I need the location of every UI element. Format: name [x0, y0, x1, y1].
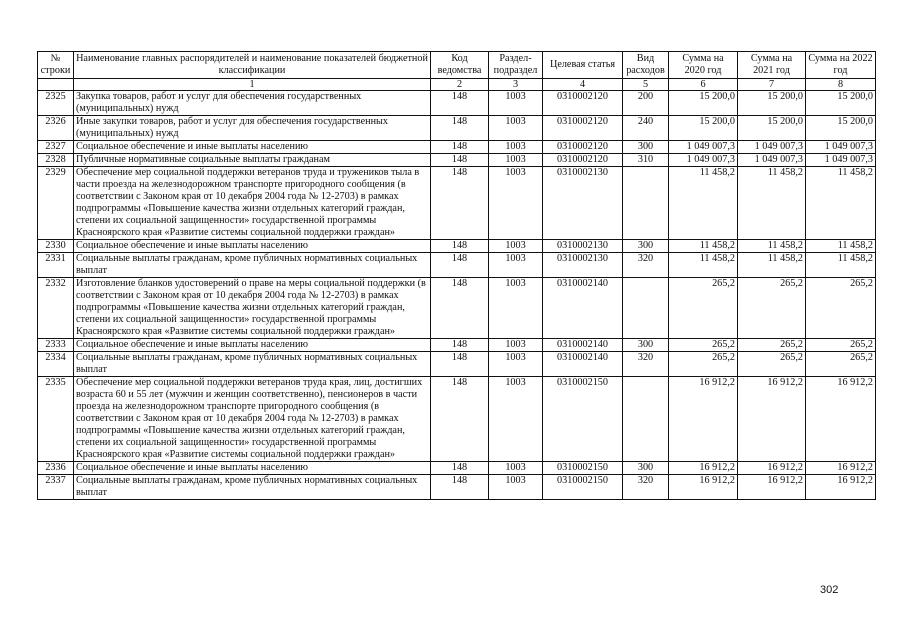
table-row: [38, 278, 876, 339]
row-dept-code: 148: [431, 167, 489, 240]
row-expense-code: [623, 278, 669, 339]
row-sum-2021: 16 912,2: [738, 377, 806, 462]
row-target-code: 0310002140: [543, 352, 623, 377]
row-sum-2022: 16 912,2: [806, 475, 876, 500]
row-name: Изготовление бланков удостоверений о праве на меры социальной поддержки (в соответствии с Законом края от 10 декабря 2004 года № 12-2703) в рамках подпрограммы «Повышение качества жизни отдельных категорий граждан, степени их социальной защищенности» государственной программы Красноярского края «Развитие системы социальной поддержки граждан»: [74, 278, 431, 339]
row-expense-code: 200: [623, 91, 669, 116]
table-row: [38, 141, 876, 154]
row-name: Социальные выплаты гражданам, кроме публичных нормативных социальных выплат: [74, 253, 431, 278]
row-section-code: 1003: [489, 339, 543, 352]
header-row: [38, 52, 876, 79]
row-number: 2337: [38, 475, 74, 500]
column-number: 6: [669, 79, 738, 91]
row-target-code: 0310002140: [543, 339, 623, 352]
row-number: 2333: [38, 339, 74, 352]
row-number: 2327: [38, 141, 74, 154]
row-sum-2020: 265,2: [669, 352, 738, 377]
row-number: 2331: [38, 253, 74, 278]
table-row: [38, 240, 876, 253]
row-target-code: 0310002150: [543, 377, 623, 462]
row-dept-code: 148: [431, 462, 489, 475]
row-dept-code: 148: [431, 339, 489, 352]
row-dept-code: 148: [431, 91, 489, 116]
row-sum-2020: 16 912,2: [669, 462, 738, 475]
row-name: Обеспечение мер социальной поддержки ветеранов труда края, лиц, достигших возраста 60 и 55 лет (мужчин и женщин соответственно), пенсионеров в части проезда на железнодорожном транспорте пригородного сообщения (в соответствии с Законом края от 10 декабря 2004 года № 12-2703) в рамках подпрограммы «Повышение качества жизни отдельных категорий граждан, степени их социальной защищенности» государственной программы Красноярского края «Развитие системы социальной поддержки граждан»: [74, 377, 431, 462]
row-expense-code: 320: [623, 475, 669, 500]
column-number: 1: [74, 79, 431, 91]
row-name: Социальное обеспечение и иные выплаты населению: [74, 339, 431, 352]
header-row-no: № строки: [38, 52, 74, 79]
row-section-code: 1003: [489, 91, 543, 116]
row-sum-2021: 16 912,2: [738, 462, 806, 475]
row-sum-2020: 265,2: [669, 278, 738, 339]
row-dept-code: 148: [431, 377, 489, 462]
row-expense-code: 240: [623, 116, 669, 141]
row-sum-2022: 16 912,2: [806, 377, 876, 462]
row-section-code: 1003: [489, 167, 543, 240]
row-number: 2325: [38, 91, 74, 116]
row-dept-code: 148: [431, 116, 489, 141]
column-number: [38, 79, 74, 91]
row-sum-2022: 1 049 007,3: [806, 141, 876, 154]
row-sum-2021: 265,2: [738, 352, 806, 377]
column-number: 4: [543, 79, 623, 91]
row-target-code: 0310002130: [543, 240, 623, 253]
row-sum-2022: 15 200,0: [806, 116, 876, 141]
row-number: 2336: [38, 462, 74, 475]
row-target-code: 0310002120: [543, 91, 623, 116]
row-sum-2022: 1 049 007,3: [806, 154, 876, 167]
row-expense-code: 310: [623, 154, 669, 167]
column-number: 3: [489, 79, 543, 91]
row-sum-2021: 11 458,2: [738, 240, 806, 253]
row-sum-2020: 1 049 007,3: [669, 141, 738, 154]
row-section-code: 1003: [489, 352, 543, 377]
row-sum-2020: 265,2: [669, 339, 738, 352]
table-row: [38, 462, 876, 475]
column-number: 7: [738, 79, 806, 91]
row-number: 2328: [38, 154, 74, 167]
row-dept-code: 148: [431, 475, 489, 500]
row-sum-2021: 15 200,0: [738, 91, 806, 116]
header-expense: Вид расходов: [623, 52, 669, 79]
column-number-row: [38, 79, 876, 91]
row-target-code: 0310002120: [543, 154, 623, 167]
header-name: Наименование главных распорядителей и наименование показателей бюджетной классификации: [74, 52, 431, 79]
header-dept: Код ведомства: [431, 52, 489, 79]
row-name: Социальные выплаты гражданам, кроме публичных нормативных социальных выплат: [74, 352, 431, 377]
row-target-code: 0310002150: [543, 462, 623, 475]
row-sum-2021: 15 200,0: [738, 116, 806, 141]
row-expense-code: 320: [623, 253, 669, 278]
row-expense-code: 300: [623, 240, 669, 253]
row-sum-2022: 265,2: [806, 339, 876, 352]
row-expense-code: [623, 167, 669, 240]
header-sum-2022: Сумма на 2022 год: [806, 52, 876, 79]
row-number: 2326: [38, 116, 74, 141]
row-dept-code: 148: [431, 141, 489, 154]
row-expense-code: 300: [623, 462, 669, 475]
table-row: [38, 352, 876, 377]
row-target-code: 0310002130: [543, 167, 623, 240]
row-sum-2020: 16 912,2: [669, 475, 738, 500]
row-sum-2021: 11 458,2: [738, 253, 806, 278]
row-target-code: 0310002140: [543, 278, 623, 339]
row-number: 2335: [38, 377, 74, 462]
row-number: 2334: [38, 352, 74, 377]
row-sum-2020: 11 458,2: [669, 253, 738, 278]
row-dept-code: 148: [431, 352, 489, 377]
row-section-code: 1003: [489, 240, 543, 253]
row-expense-code: [623, 377, 669, 462]
row-number: 2329: [38, 167, 74, 240]
row-name: Закупка товаров, работ и услуг для обеспечения государственных (муниципальных) нужд: [74, 91, 431, 116]
row-name: Социальное обеспечение и иные выплаты населению: [74, 240, 431, 253]
row-target-code: 0310002120: [543, 141, 623, 154]
row-section-code: 1003: [489, 253, 543, 278]
row-dept-code: 148: [431, 278, 489, 339]
row-name: Иные закупки товаров, работ и услуг для обеспечения государственных (муниципальных) нужд: [74, 116, 431, 141]
row-section-code: 1003: [489, 154, 543, 167]
row-sum-2020: 11 458,2: [669, 240, 738, 253]
header-sum-2021: Сумма на 2021 год: [738, 52, 806, 79]
row-sum-2021: 1 049 007,3: [738, 154, 806, 167]
column-number: 2: [431, 79, 489, 91]
table-row: [38, 116, 876, 141]
row-expense-code: 300: [623, 141, 669, 154]
header-sum-2020: Сумма на 2020 год: [669, 52, 738, 79]
row-sum-2022: 11 458,2: [806, 167, 876, 240]
header-section: Раздел-подраздел: [489, 52, 543, 79]
row-number: 2330: [38, 240, 74, 253]
table-row: [38, 167, 876, 240]
row-sum-2021: 265,2: [738, 339, 806, 352]
row-section-code: 1003: [489, 141, 543, 154]
header-target: Целевая статья: [543, 52, 623, 79]
row-expense-code: 300: [623, 339, 669, 352]
row-sum-2022: 11 458,2: [806, 240, 876, 253]
row-name: Публичные нормативные социальные выплаты гражданам: [74, 154, 431, 167]
row-sum-2020: 16 912,2: [669, 377, 738, 462]
row-expense-code: 320: [623, 352, 669, 377]
row-sum-2020: 15 200,0: [669, 116, 738, 141]
table-row: [38, 339, 876, 352]
row-target-code: 0310002120: [543, 116, 623, 141]
row-sum-2022: 11 458,2: [806, 253, 876, 278]
table-row: [38, 253, 876, 278]
row-name: Социальные выплаты гражданам, кроме публичных нормативных социальных выплат: [74, 475, 431, 500]
row-sum-2022: 15 200,0: [806, 91, 876, 116]
page-number: 302: [820, 584, 839, 596]
row-name: Социальное обеспечение и иные выплаты населению: [74, 141, 431, 154]
row-sum-2021: 11 458,2: [738, 167, 806, 240]
row-sum-2022: 16 912,2: [806, 462, 876, 475]
row-target-code: 0310002130: [543, 253, 623, 278]
row-sum-2022: 265,2: [806, 352, 876, 377]
row-section-code: 1003: [489, 377, 543, 462]
row-section-code: 1003: [489, 475, 543, 500]
row-name: Обеспечение мер социальной поддержки ветеранов труда и тружеников тыла в части проезда на железнодорожном транспорте пригородного сообщения (в соответствии с Законом края от 10 декабря 2004 года № 12-2703) в рамках подпрограммы «Повышение качества жизни отдельных категорий граждан, степени их социальной защищенности» государственной программы Красноярского края «Развитие системы социальной поддержки граждан»: [74, 167, 431, 240]
table-row: [38, 475, 876, 500]
budget-table: [37, 51, 876, 500]
row-dept-code: 148: [431, 253, 489, 278]
row-sum-2020: 15 200,0: [669, 91, 738, 116]
row-dept-code: 148: [431, 154, 489, 167]
row-name: Социальное обеспечение и иные выплаты населению: [74, 462, 431, 475]
row-section-code: 1003: [489, 278, 543, 339]
row-sum-2022: 265,2: [806, 278, 876, 339]
row-target-code: 0310002150: [543, 475, 623, 500]
row-sum-2020: 11 458,2: [669, 167, 738, 240]
row-number: 2332: [38, 278, 74, 339]
table-row: [38, 91, 876, 116]
row-sum-2021: 16 912,2: [738, 475, 806, 500]
column-number: 8: [806, 79, 876, 91]
row-section-code: 1003: [489, 462, 543, 475]
row-sum-2020: 1 049 007,3: [669, 154, 738, 167]
table-row: [38, 154, 876, 167]
row-sum-2021: 265,2: [738, 278, 806, 339]
row-section-code: 1003: [489, 116, 543, 141]
table-body: [38, 91, 876, 500]
column-number: 5: [623, 79, 669, 91]
row-sum-2021: 1 049 007,3: [738, 141, 806, 154]
row-dept-code: 148: [431, 240, 489, 253]
table-row: [38, 377, 876, 462]
